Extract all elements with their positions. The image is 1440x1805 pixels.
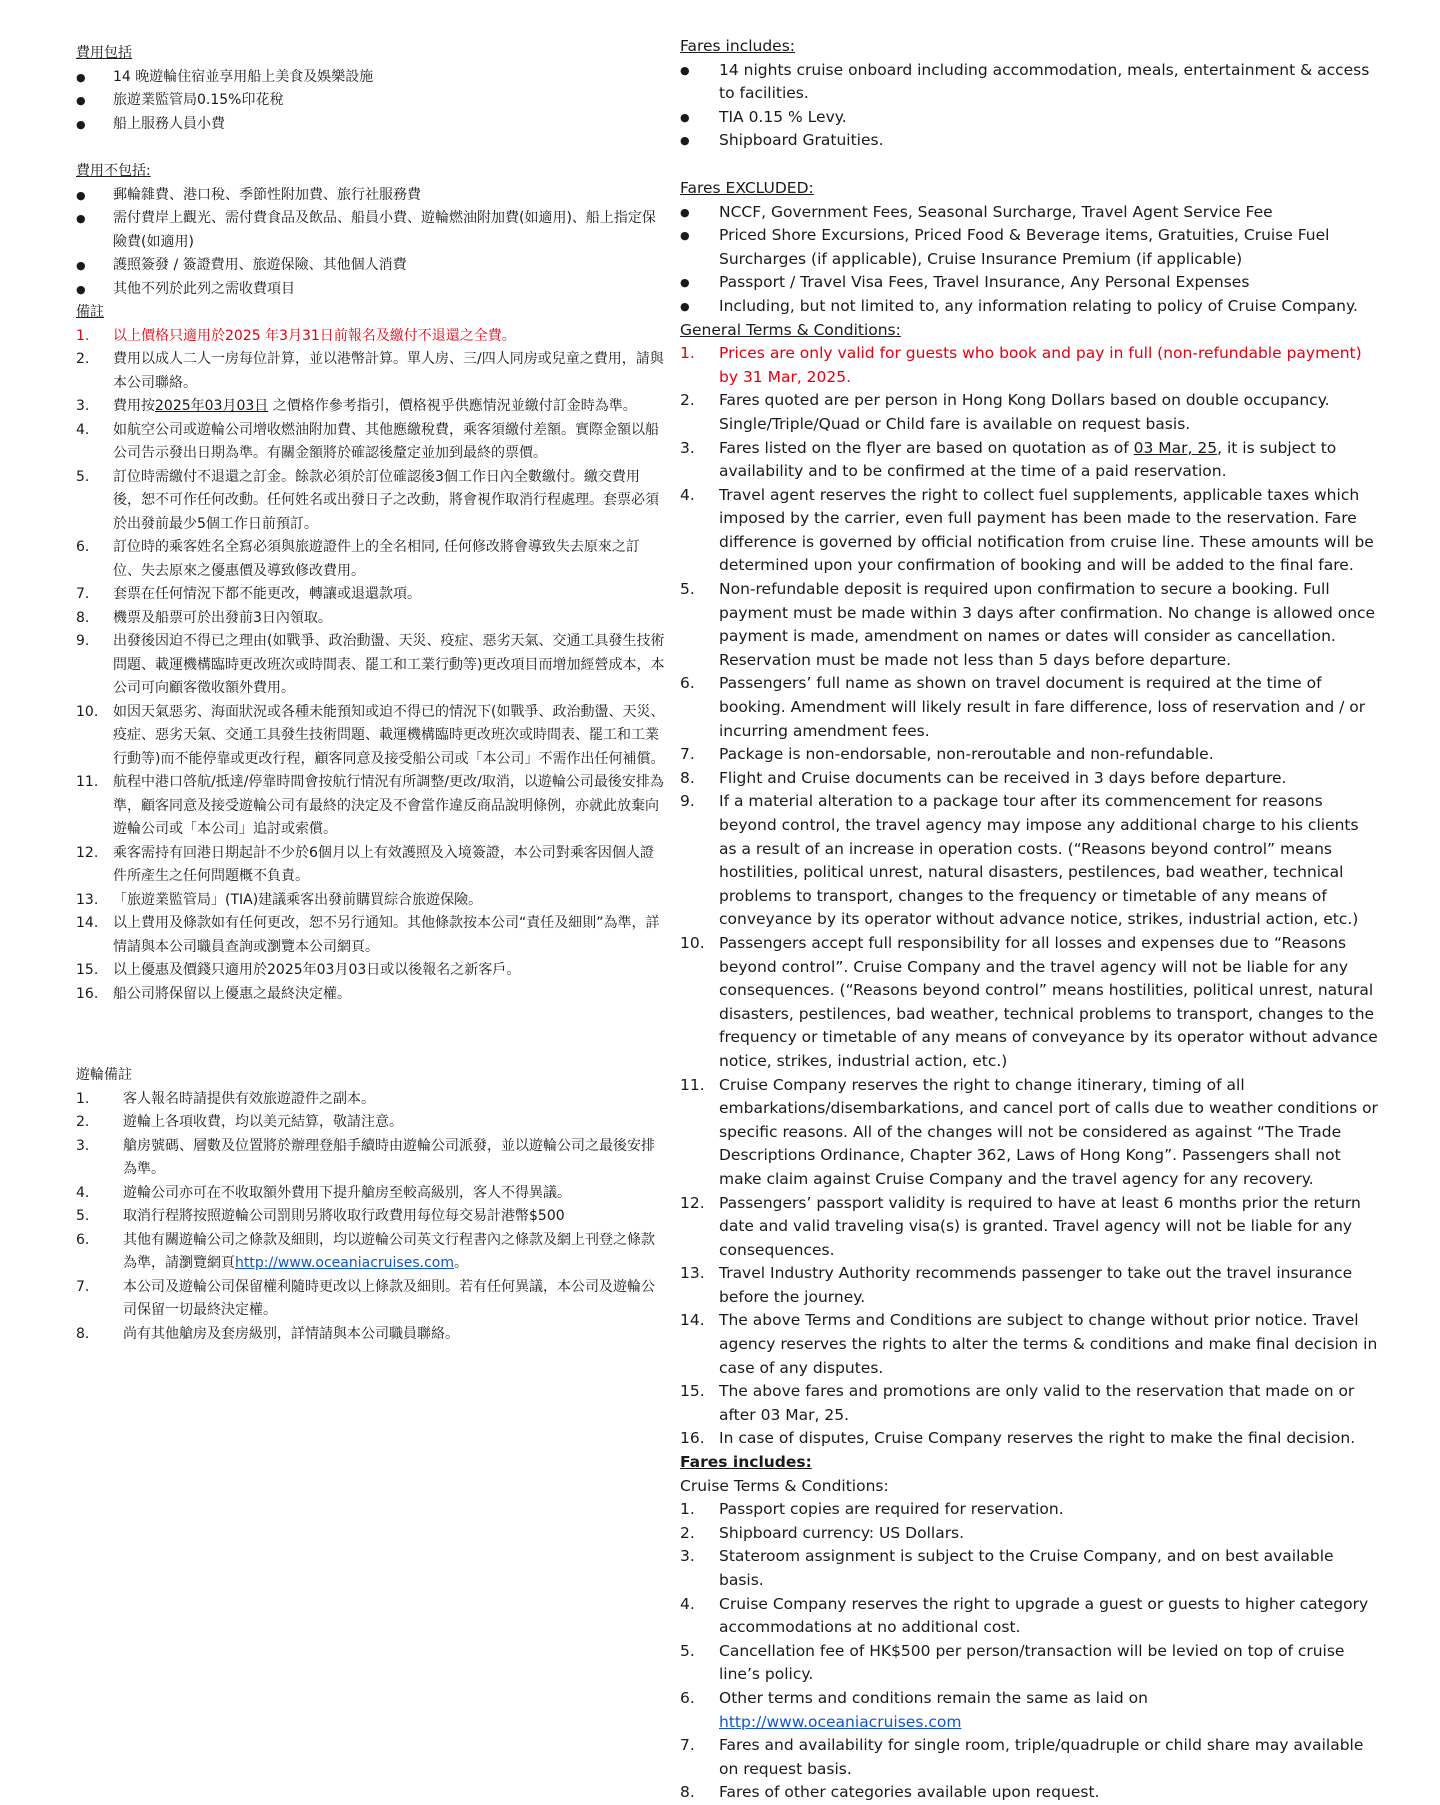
cruise-terms-heading: Cruise Terms & Conditions:: [680, 1476, 889, 1495]
list-item: 12. 乘客需持有回港日期起計不少於6個月以上有效護照及入境簽證，本公司對乘客因個人證件所產生之任何問題概不負責。: [76, 844, 654, 884]
list-item: ● 需付費岸上觀光、需付費食品及飲品、船員小費、遊輪燃油附加費(如適用)、船上指定保險費(如適用): [76, 207, 666, 254]
fees-include-heading: 費用包括: [76, 45, 132, 61]
list-item: ● TIA 0.15 % Levy.: [680, 106, 1380, 130]
cruise-remarks-heading: 遊輪備註: [76, 1067, 132, 1083]
list-item: 8. 機票及船票可於出發前3日內領取。: [76, 609, 332, 626]
list-item: 5. 取消行程將按照遊輪公司罰則另將收取行政費用每位每交易計港幣$500: [76, 1208, 565, 1224]
list-item: 14. 以上費用及條款如有任何更改，恕不另行通知。其他條款按本公司“責任及細則”為準，詳情請與本公司職員查詢或瀏覽本公司網頁。: [76, 915, 660, 955]
bullet-icon: ●: [680, 276, 690, 290]
list-item: 3. 艙房號碼、層數及位置將於辦理登船手續時由遊輪公司派發，並以遊輪公司之最後安排為準。: [76, 1137, 655, 1177]
cruise-remarks-list: [76, 1088, 666, 1347]
list-item: 5. 訂位時需繳付不退還之訂金。餘款必須於訂位確認後3個工作日內全數繳付。繳交費用後，恕不可作任何改動。任何姓名或出發日子之改動，將會視作取消行程處理。套票必須於出發前最少5個工作日前預訂。: [76, 468, 659, 532]
bullet-icon: ●: [680, 205, 690, 219]
remarks-list: [76, 325, 666, 1007]
list-item: 6. 其他有關遊輪公司之條款及細則，均以遊輪公司英文行程書內之條款及網上刊登之條款為準，請瀏覽網頁http://www.oceaniacruises.com。: [76, 1231, 655, 1271]
list-item: 7. Package is non-endorsable, non-reroutable and non-refundable.: [680, 745, 1214, 764]
fees-exclude-list: [76, 184, 666, 302]
list-item: ● 其他不列於此列之需收費項目: [76, 278, 666, 302]
fares-includes-heading: Fares includes:: [680, 37, 796, 55]
bullet-icon: ●: [76, 188, 86, 202]
english-terms-column: [680, 35, 1380, 1805]
list-item: 16. 船公司將保留以上優惠之最終決定權。: [76, 985, 351, 1002]
list-item: 8. 尚有其他艙房及套房級別，詳情請與本公司職員聯絡。: [76, 1325, 459, 1342]
list-item: ● Shipboard Gratuities.: [680, 129, 1380, 153]
fees-exclude-heading: 費用不包括:: [76, 163, 151, 179]
list-item: ● 郵輪雜費、港口稅、季節性附加費、旅行社服務費: [76, 184, 666, 208]
bullet-icon: ●: [76, 259, 86, 272]
list-item: 13. 「旅遊業監管局」(TIA)建議乘客出發前購買綜合旅遊保險。: [76, 891, 483, 908]
list-item: 5. Cancellation fee of HK$500 per person/transaction will be levied on top of cruise line’s policy.: [680, 1641, 1345, 1684]
list-item: 1. Passport copies are required for reservation.: [680, 1500, 1064, 1519]
bullet-icon: ●: [76, 282, 86, 296]
oceania-website-link[interactable]: http://www.oceaniacruises.com: [235, 1255, 454, 1271]
list-item: ● 14 nights cruise onboard including accommodation, meals, entertainment & access to facilities.: [680, 59, 1380, 106]
list-item: 8. Flight and Cruise documents can be received in 3 days before departure.: [680, 768, 1287, 787]
list-item: ● 船上服務人員小費: [76, 113, 666, 137]
list-item: ● Passport / Travel Visa Fees, Travel Insurance, Any Personal Expenses: [680, 271, 1380, 295]
list-item: 1. 客人報名時請提供有效旅遊證件之副本。: [76, 1090, 375, 1107]
list-item: 15. 以上優惠及價錢只適用於2025年03月03日或以後報名之新客戶。: [76, 962, 521, 978]
list-item: ● 旅遊業監管局0.15%印花稅: [76, 89, 666, 113]
fares-includes-heading-2: Fares includes:: [680, 1453, 812, 1472]
list-item: 5. Non-refundable deposit is required upon confirmation to secure a booking. Full payment must be made within 3 days after confirmation. No change is allowed once payment is made, amendment on names or dates will consider as cancellation. Reservation must be made not less than 5 days before departure.: [680, 580, 1376, 669]
list-item: 6. 訂位時的乘客姓名全寫必須與旅遊證件上的全名相同, 任何修改將會導致失去原來之訂位、失去原來之優惠價及導致修改費用。: [76, 539, 640, 579]
list-item: 9. If a material alteration to a package tour after its commencement for reasons beyond control, the travel agency may impose any additional charge to his clients as a result of an increase in operation costs. (“Reasons beyond control” means hostilities, political unrest, natural disasters, pestilences, bad weather, technical problems to transport, changes to the frequency or timetable of any means of conveyance by its operator without advance notice, strikes, industrial action, etc.): [680, 792, 1359, 929]
fares-includes-list: [680, 59, 1380, 153]
chinese-terms-column: [76, 42, 666, 1346]
list-item: 6. Passengers’ full name as shown on travel document is required at the time of booking. Amendment will likely result in fare difference, loss of reservation and / or incurring amendment fees.: [680, 674, 1366, 740]
fees-include-list: [76, 66, 666, 137]
reference-date: 03 Mar, 25: [1133, 438, 1218, 457]
list-item: ● NCCF, Government Fees, Seasonal Surcharge, Travel Agent Service Fee: [680, 201, 1380, 225]
list-item: 12. Passengers’ passport validity is required to have at least 6 months prior the return date and valid traveling visa(s) is granted. Travel agency will not be liable for any consequences.: [680, 1193, 1361, 1259]
bullet-icon: ●: [680, 63, 690, 77]
list-item: 4. 遊輪公司亦可在不收取額外費用下提升艙房至較高級別，客人不得異議。: [76, 1184, 571, 1201]
list-item: 3. Stateroom assignment is subject to the Cruise Company, and on best available basis.: [680, 1547, 1334, 1589]
list-item: ● 14 晚遊輪住宿並享用船上美食及娛樂設施: [76, 66, 666, 90]
list-item: 14. The above Terms and Conditions are subject to change without prior notice. Travel agency reserves the rights to alter the terms & conditions and make final decision in case of any disputes.: [680, 1311, 1378, 1377]
list-item: 1. Prices are only valid for guests who book and pay in full (non-refundable payment) by 31 Mar, 2025.: [680, 344, 1362, 386]
list-item: ● Priced Shore Excursions, Priced Food & Beverage items, Gratuities, Cruise Fuel Surcharges (if applicable), Cruise Insurance Premium (if applicable): [680, 224, 1380, 271]
list-item: 10. 如因天氣惡劣、海面狀況或各種未能預知或迫不得已的情況下(如戰爭、政治動盪、天災、疫症、惡劣天氣、交通工具發生技術問題、載運機構臨時更改班次或時間表、罷工和工業行動等)而不能停靠或更改行程，顧客同意及接受船公司或「本公司」不需作出任何補償。: [76, 703, 665, 767]
oceania-website-link[interactable]: http://www.oceaniacruises.com: [719, 1712, 962, 1731]
list-item: 10. Passengers accept full responsibility for all losses and expenses due to “Reasons beyond control”. Cruise Company and the travel agency will not be liable for any consequences. (“Reasons beyond control” means hostilities, political unrest, natural disasters, pestilences, bad weather, technical problems to transport, changes to the frequency or timetable of any means of conveyance by its operator without advance notice, strikes, industrial action, etc.): [680, 933, 1378, 1070]
list-item: ● Including, but not limited to, any information relating to policy of Cruise Company.: [680, 295, 1380, 319]
list-item: 7. 套票在任何情況下都不能更改，轉讓或退還款項。: [76, 586, 421, 602]
bullet-icon: ●: [680, 299, 690, 313]
fares-excluded-heading: Fares EXCLUDED:: [680, 178, 814, 197]
list-item: 11. 航程中港口啓航/抵達/停靠時間會按航行情況有所調整/更改/取消，以遊輪公司最後安排為準，顧客同意及接受遊輪公司有最終的決定及不會當作違反商品說明條例，亦就此放棄向遊輪公司或「本公司」追討或索償。: [76, 774, 664, 837]
cruise-terms-list: [680, 1498, 1380, 1805]
bullet-icon: ●: [680, 229, 690, 243]
list-item: 16. In case of disputes, Cruise Company reserves the right to make the final decision.: [680, 1429, 1356, 1448]
list-item: 13. Travel Industry Authority recommends passenger to take out the travel insurance before the journey.: [680, 1264, 1353, 1306]
general-terms-list: [680, 342, 1380, 1451]
list-item: 15. The above fares and promotions are only valid to the reservation that made on or after 03 Mar, 25.: [680, 1382, 1355, 1424]
bullet-icon: ●: [76, 70, 86, 84]
list-item: 6. Other terms and conditions remain the same as laid on http://www.oceaniacruises.com: [680, 1688, 1148, 1731]
list-item: 3. Fares listed on the flyer are based on quotation as of 03 Mar, 25, it is subject to availability and to be confirmed at the time of a paid reservation.: [680, 438, 1337, 481]
list-item: 2. Shipboard currency: US Dollars.: [680, 1523, 965, 1542]
bullet-icon: ●: [680, 134, 690, 148]
list-item: 2. Fares quoted are per person in Hong Kong Dollars based on double occupancy. Single/Triple/Quad or Child fare is available on request basis.: [680, 391, 1330, 433]
list-item: 4. Cruise Company reserves the right to upgrade a guest or guests to higher category accommodations at no additional cost.: [680, 1594, 1369, 1637]
remarks-heading: 備註: [76, 304, 104, 320]
list-item: 7. 本公司及遊輪公司保留權利隨時更改以上條款及細則。若有任何異議，本公司及遊輪公司保留一切最終決定權。: [76, 1278, 655, 1318]
list-item: 1. 以上價格只適用於2025 年3月31日前報名及繳付不退還之全費。: [76, 327, 516, 344]
list-item: 4. 如航空公司或遊輪公司增收燃油附加費、其他應繳稅費，乘客須繳付差額。實際金額以船公司告示發出日期為準。有關金額將於確認後釐定並加到最終的票價。: [76, 421, 659, 461]
list-item: 11. Cruise Company reserves the right to change itinerary, timing of all embarkations/disembarkations, and cancel port of calls due to weather conditions or specific reasons. All of the changes will not be considered as against “The Trade Descriptions Ordinance, Chapter 362, Laws of Hong Kong”. Passengers shall not make claim against Cruise Company and the travel agency for any recovery.: [680, 1075, 1378, 1188]
reference-date: 2025年03月03日: [155, 398, 269, 414]
list-item: 2. 遊輪上各項收費，均以美元結算，敬請注意。: [76, 1114, 403, 1130]
list-item: 7. Fares and availability for single room, triple/quadruple or child share may available on request basis.: [680, 1736, 1364, 1778]
list-item: 8. Fares of other categories available upon request.: [680, 1783, 1100, 1802]
general-terms-heading: General Terms & Conditions:: [680, 320, 901, 339]
bullet-icon: ●: [76, 212, 86, 225]
list-item: ● 護照簽發 / 簽證費用、旅遊保險、其他個人消費: [76, 254, 666, 278]
bullet-icon: ●: [680, 110, 690, 124]
list-item: 4. Travel agent reserves the right to collect fuel supplements, applicable taxes which imposed by the carrier, even full payment has been made to the reservation. Fare difference is governed by official notification from cruise line. These amounts will be determined upon your confirmation of booking and will be added to the final fare.: [680, 485, 1374, 575]
bullet-icon: ●: [76, 117, 86, 131]
list-item: 9. 出發後因迫不得已之理由(如戰爭、政治動盪、天災、疫症、惡劣天氣、交通工具發生技術問題、載運機構臨時更改班次或時間表、罷工和工業行動等)更改項目而增加經營成本，本公司可向顧客徵收額外費用。: [76, 633, 665, 696]
fares-excluded-list: [680, 201, 1380, 319]
bullet-icon: ●: [76, 94, 86, 107]
list-item: 3. 費用按2025年03月03日 之價格作參考指引，價格視乎供應情況並繳付訂金時為準。: [76, 398, 637, 414]
list-item: 2. 費用以成人二人一房每位計算，並以港幣計算。單人房、三/四人同房或兒童之費用，請與本公司聯絡。: [76, 351, 664, 391]
